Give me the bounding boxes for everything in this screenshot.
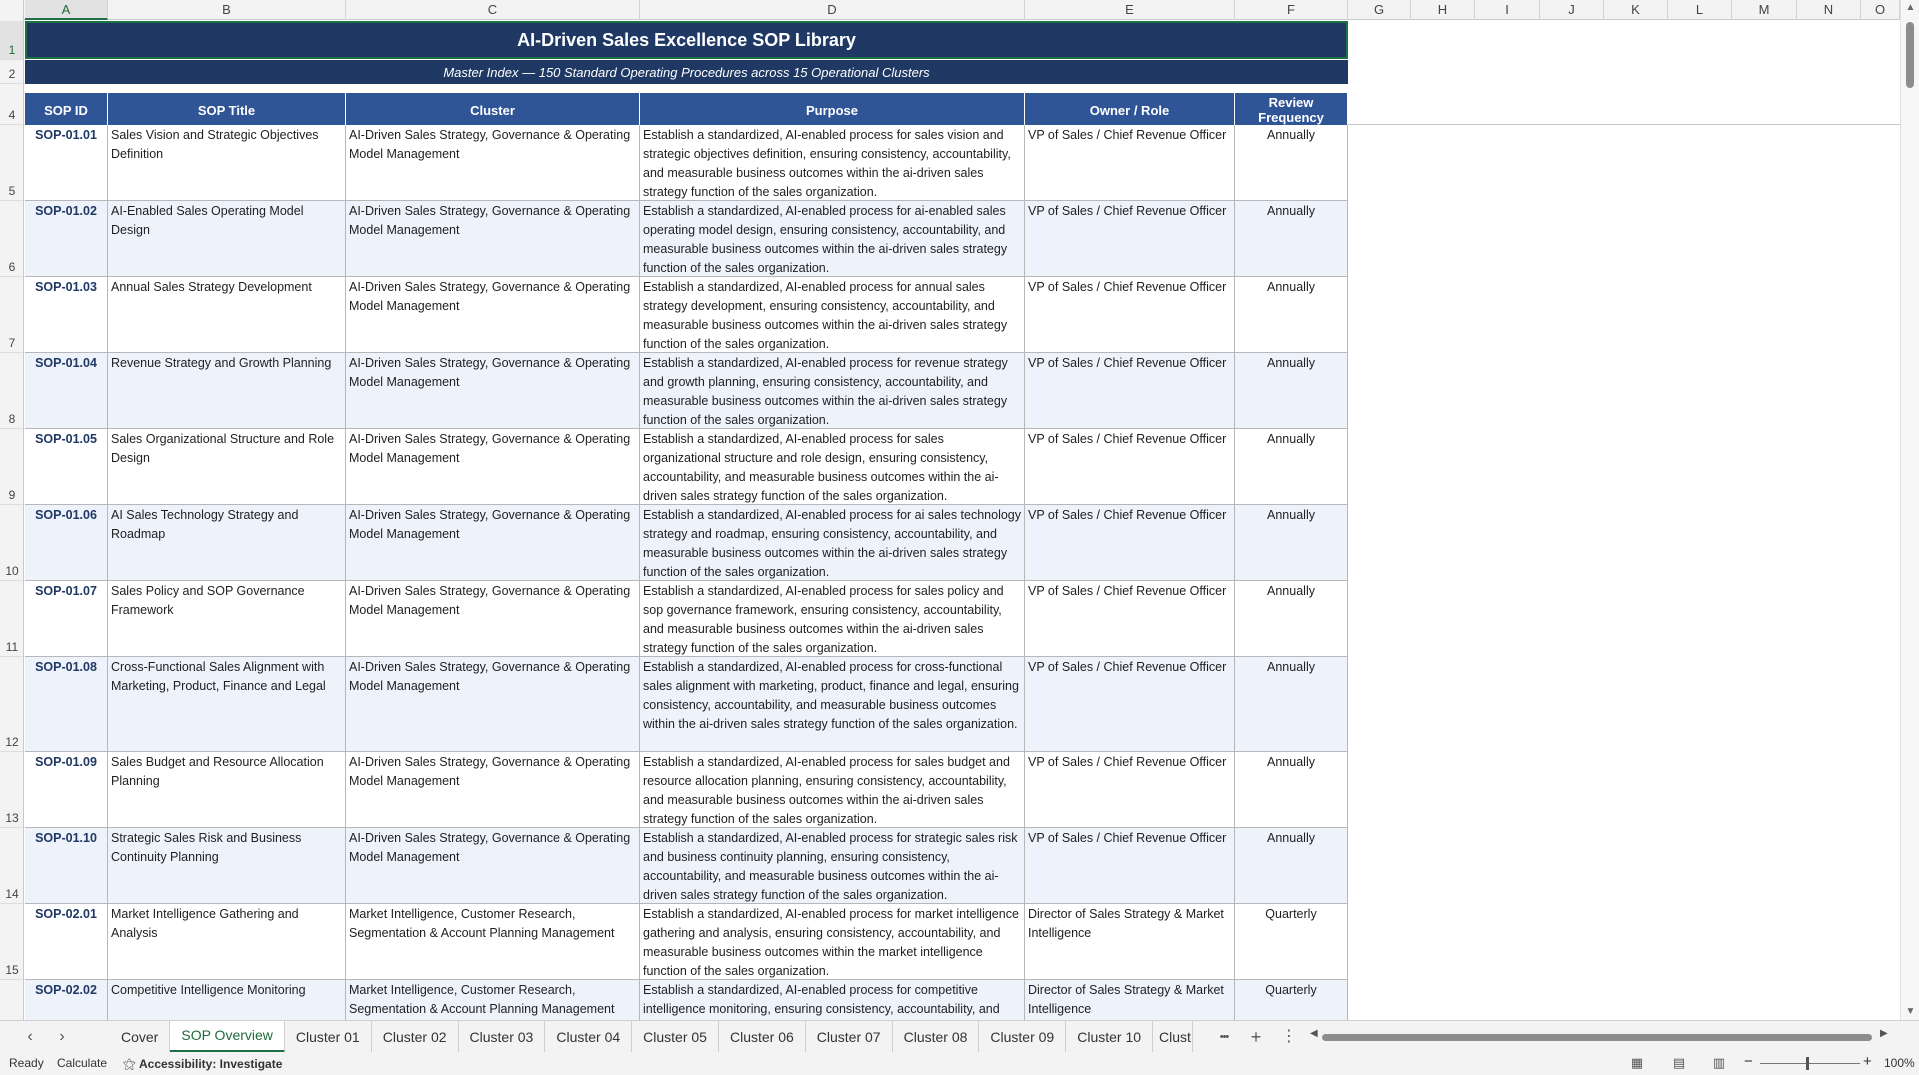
row-header-13[interactable]: 13 — [0, 752, 24, 828]
owner-cell[interactable]: VP of Sales / Chief Revenue Officer — [1025, 201, 1235, 276]
sheet-tab-cluster-03[interactable]: Cluster 03 — [459, 1021, 546, 1053]
calculate-button[interactable]: Calculate — [57, 1056, 108, 1070]
sop-title-cell[interactable]: Strategic Sales Risk and Business Continuity Planning — [108, 828, 346, 903]
sop-title-cell[interactable]: AI Sales Technology Strategy and Roadmap — [108, 505, 346, 580]
table-row — [25, 505, 1348, 581]
owner-cell[interactable]: VP of Sales / Chief Revenue Officer — [1025, 125, 1235, 200]
scroll-down-icon[interactable]: ▼ — [1905, 1006, 1916, 1017]
table-row — [25, 125, 1348, 201]
owner-cell[interactable]: VP of Sales / Chief Revenue Officer — [1025, 277, 1235, 352]
sop-id-cell[interactable]: SOP-01.10 — [25, 828, 108, 903]
header-cell[interactable]: Cluster — [346, 93, 640, 125]
sop-title-cell[interactable]: Market Intelligence Gathering and Analysis — [108, 904, 346, 979]
cluster-cell[interactable]: AI-Driven Sales Strategy, Governance & Operating Model Management — [346, 828, 640, 903]
accessibility-status[interactable] — [123, 1056, 282, 1072]
table-row — [25, 828, 1348, 904]
owner-cell[interactable]: VP of Sales / Chief Revenue Officer — [1025, 505, 1235, 580]
sop-id-cell[interactable]: SOP-02.01 — [25, 904, 108, 979]
table-row — [25, 904, 1348, 980]
review-frequency-cell[interactable]: Annually — [1235, 828, 1348, 903]
row-header-1[interactable]: 1 — [0, 21, 24, 60]
header-rule — [1348, 124, 1900, 125]
table-row — [25, 277, 1348, 353]
accessibility-label: Accessibility: Investigate — [138, 1057, 283, 1071]
header-cell[interactable]: Owner / Role — [1025, 93, 1235, 125]
review-frequency-cell[interactable]: Annually — [1235, 277, 1348, 352]
purpose-cell[interactable]: Establish a standardized, AI-enabled process for sales vision and strategic objectives definition, ensuring consistency, accountability, and measurable business outcomes within the ai-driven sales strategy function of the sales organization. — [640, 125, 1025, 200]
sheet-tab-cluster-04[interactable]: Cluster 04 — [545, 1021, 632, 1053]
column-header-bar — [0, 0, 1900, 20]
cluster-cell[interactable]: AI-Driven Sales Strategy, Governance & Operating Model Management — [346, 505, 640, 580]
review-frequency-cell[interactable]: Annually — [1235, 657, 1348, 751]
sop-title-cell[interactable]: Sales Vision and Strategic Objectives Definition — [108, 125, 346, 200]
page-break-view-icon[interactable]: ▥ — [1712, 1055, 1726, 1070]
column-header-i[interactable]: I — [1475, 0, 1540, 20]
sheet-tab-bar — [0, 1020, 1919, 1052]
sheet-tab-sop-overview[interactable]: SOP Overview — [170, 1021, 285, 1053]
sop-title-cell[interactable]: Sales Budget and Resource Allocation Planning — [108, 752, 346, 827]
sop-title-cell[interactable]: Sales Organizational Structure and Role Design — [108, 429, 346, 504]
cluster-cell[interactable]: AI-Driven Sales Strategy, Governance & Operating Model Management — [346, 752, 640, 827]
row-header-9[interactable]: 9 — [0, 429, 24, 505]
column-header-b[interactable]: B — [108, 0, 346, 20]
sheet-tab-cluster-05[interactable]: Cluster 05 — [632, 1021, 719, 1053]
owner-cell[interactable]: VP of Sales / Chief Revenue Officer — [1025, 828, 1235, 903]
sheet-tabs — [110, 1021, 1193, 1053]
review-frequency-cell[interactable]: Annually — [1235, 752, 1348, 827]
sop-id-cell[interactable]: SOP-01.03 — [25, 277, 108, 352]
sheet-tab-clust[interactable]: Clust — [1153, 1021, 1193, 1053]
purpose-cell[interactable]: Establish a standardized, AI-enabled process for ai sales technology strategy and roadmap, ensuring consistency, accountability, and measurable business outcomes within the ai-driven sales strategy function of the sales organization. — [640, 505, 1025, 580]
review-frequency-cell[interactable]: Annually — [1235, 201, 1348, 276]
header-cell[interactable]: Purpose — [640, 93, 1025, 125]
purpose-cell[interactable]: Establish a standardized, AI-enabled process for ai-enabled sales operating model design, ensuring consistency, accountability, and measurable business outcomes within the ai-driven sales strategy function of the sales organization. — [640, 201, 1025, 276]
cluster-cell[interactable]: AI-Driven Sales Strategy, Governance & Operating Model Management — [346, 125, 640, 200]
table-row — [25, 201, 1348, 277]
row-header-bar — [0, 20, 24, 1020]
add-sheet-icon[interactable]: + — [1250, 1027, 1262, 1047]
cluster-cell[interactable]: AI-Driven Sales Strategy, Governance & Operating Model Management — [346, 429, 640, 504]
row-header-4[interactable]: 4 — [0, 84, 24, 125]
review-frequency-cell[interactable]: Annually — [1235, 429, 1348, 504]
column-header-f[interactable]: F — [1235, 0, 1348, 20]
purpose-cell[interactable]: Establish a standardized, AI-enabled process for sales organizational structure and role design, ensuring consistency, accountability, and measurable business outcomes within the ai-driven sales strategy function of the sales organization. — [640, 429, 1025, 504]
scroll-right-icon[interactable]: ▶ — [1880, 1028, 1888, 1039]
sop-title-cell[interactable]: AI-Enabled Sales Operating Model Design — [108, 201, 346, 276]
sheet-tab-cluster-10[interactable]: Cluster 10 — [1066, 1021, 1153, 1053]
purpose-cell[interactable]: Establish a standardized, AI-enabled process for sales budget and resource allocation planning, ensuring consistency, accountability, and measurable business outcomes within the ai-driven sales strategy function of the sales organization. — [640, 752, 1025, 827]
horizontal-scrollbar[interactable] — [1310, 1028, 1890, 1043]
sop-id-cell[interactable]: SOP-01.06 — [25, 505, 108, 580]
column-header-o[interactable]: O — [1861, 0, 1900, 20]
header-cell[interactable]: SOP Title — [108, 93, 346, 125]
table-row — [25, 657, 1348, 752]
review-frequency-cell[interactable]: Annually — [1235, 125, 1348, 200]
zoom-slider[interactable] — [1760, 1063, 1860, 1064]
column-header-j[interactable]: J — [1540, 0, 1604, 20]
sop-title-cell[interactable]: Revenue Strategy and Growth Planning — [108, 353, 346, 428]
status-bar — [0, 1052, 1919, 1075]
row-header-12[interactable]: 12 — [0, 657, 24, 752]
sop-title-cell[interactable]: Competitive Intelligence Monitoring — [108, 980, 346, 1020]
purpose-cell[interactable]: Establish a standardized, AI-enabled process for strategic sales risk and business continuity planning, ensuring consistency, accountability, and measurable business outcomes within the ai-driven sales strategy function of the sales organization. — [640, 828, 1025, 903]
column-header-h[interactable]: H — [1411, 0, 1475, 20]
header-cell[interactable]: SOP ID — [25, 93, 108, 125]
owner-cell[interactable]: VP of Sales / Chief Revenue Officer — [1025, 657, 1235, 751]
sop-title-cell[interactable]: Annual Sales Strategy Development — [108, 277, 346, 352]
scroll-left-icon[interactable]: ◀ — [1310, 1028, 1318, 1039]
cluster-cell[interactable]: AI-Driven Sales Strategy, Governance & Operating Model Management — [346, 277, 640, 352]
table-row — [25, 353, 1348, 429]
column-header-l[interactable]: L — [1668, 0, 1732, 20]
purpose-cell[interactable]: Establish a standardized, AI-enabled process for sales policy and sop governance framework, ensuring consistency, accountability, and measurable business outcomes within the ai-driven sales strategy function of the sales organization. — [640, 581, 1025, 656]
sop-id-cell[interactable]: SOP-01.01 — [25, 125, 108, 200]
row-header-15[interactable]: 15 — [0, 904, 24, 980]
row-header-2[interactable]: 2 — [0, 60, 24, 84]
more-sheets-icon[interactable]: ••• — [1219, 1031, 1229, 1043]
cluster-cell[interactable]: AI-Driven Sales Strategy, Governance & Operating Model Management — [346, 657, 640, 751]
sop-title-cell[interactable]: Sales Policy and SOP Governance Framework — [108, 581, 346, 656]
accessibility-icon: ⚝ — [123, 1056, 136, 1071]
zoom-in-icon[interactable]: + — [1863, 1053, 1872, 1070]
worksheet-grid[interactable] — [25, 21, 1900, 1020]
sop-id-cell[interactable]: SOP-01.02 — [25, 201, 108, 276]
review-frequency-cell[interactable]: Annually — [1235, 581, 1348, 656]
row-header-8[interactable]: 8 — [0, 353, 24, 429]
cluster-cell[interactable]: Market Intelligence, Customer Research, Segmentation & Account Planning Management — [346, 980, 640, 1020]
column-header-a[interactable]: A — [25, 0, 108, 20]
row-header-14[interactable]: 14 — [0, 828, 24, 904]
cluster-cell[interactable]: AI-Driven Sales Strategy, Governance & Operating Model Management — [346, 353, 640, 428]
next-sheet-icon[interactable]: › — [59, 1028, 65, 1045]
header-cell[interactable]: Review Frequency — [1235, 93, 1348, 125]
sheet-tab-cluster-01[interactable]: Cluster 01 — [285, 1021, 372, 1053]
purpose-cell[interactable]: Establish a standardized, AI-enabled process for revenue strategy and growth planning, ensuring consistency, accountability, and measurable business outcomes within the ai-driven sales strategy function of the sales organization. — [640, 353, 1025, 428]
sheet-options-icon[interactable]: ⋮ — [1281, 1028, 1297, 1045]
spacer-row — [25, 84, 1348, 93]
column-header-k[interactable]: K — [1604, 0, 1668, 20]
owner-cell[interactable]: VP of Sales / Chief Revenue Officer — [1025, 752, 1235, 827]
prev-sheet-icon[interactable]: ‹ — [27, 1028, 33, 1045]
column-header-d[interactable]: D — [640, 0, 1025, 20]
table-row — [25, 429, 1348, 505]
page-layout-view-icon[interactable]: ▤ — [1672, 1055, 1686, 1070]
column-header-g[interactable]: G — [1348, 0, 1411, 20]
cluster-cell[interactable]: Market Intelligence, Customer Research, Segmentation & Account Planning Management — [346, 904, 640, 979]
cluster-cell[interactable]: AI-Driven Sales Strategy, Governance & Operating Model Management — [346, 201, 640, 276]
normal-view-icon[interactable]: ▦ — [1630, 1055, 1644, 1070]
review-frequency-cell[interactable]: Annually — [1235, 505, 1348, 580]
status-ready: Ready — [9, 1056, 44, 1070]
cluster-cell[interactable]: AI-Driven Sales Strategy, Governance & Operating Model Management — [346, 581, 640, 656]
owner-cell[interactable]: VP of Sales / Chief Revenue Officer — [1025, 353, 1235, 428]
purpose-cell[interactable]: Establish a standardized, AI-enabled process for annual sales strategy development, ensuring consistency, accountability, and measurable business outcomes within the ai-driven sales strategy function of the sales organization. — [640, 277, 1025, 352]
sheet-tab-cluster-02[interactable]: Cluster 02 — [372, 1021, 459, 1053]
sop-table-body — [25, 125, 1348, 1020]
vertical-scroll-thumb[interactable] — [1906, 22, 1914, 88]
sheet-tab-cluster-09[interactable]: Cluster 09 — [979, 1021, 1066, 1053]
owner-cell[interactable]: VP of Sales / Chief Revenue Officer — [1025, 429, 1235, 504]
review-frequency-cell[interactable]: Annually — [1235, 353, 1348, 428]
scroll-up-icon[interactable]: ▲ — [1905, 2, 1916, 13]
owner-cell[interactable]: Director of Sales Strategy & Market Intelligence — [1025, 904, 1235, 979]
sop-title-cell[interactable]: Cross-Functional Sales Alignment with Marketing, Product, Finance and Legal — [108, 657, 346, 751]
row-header-11[interactable]: 11 — [0, 581, 24, 657]
column-header-m[interactable]: M — [1732, 0, 1797, 20]
zoom-level[interactable]: 100% — [1884, 1056, 1915, 1070]
row-header-10[interactable]: 10 — [0, 505, 24, 581]
table-row — [25, 581, 1348, 657]
row-header-5[interactable]: 5 — [0, 125, 24, 201]
sheet-tab-cluster-08[interactable]: Cluster 08 — [893, 1021, 980, 1053]
zoom-out-icon[interactable]: − — [1744, 1053, 1753, 1070]
sheet-subtitle-cell[interactable]: Master Index — 150 Standard Operating Procedures across 15 Operational Clusters — [25, 60, 1348, 84]
purpose-cell[interactable]: Establish a standardized, AI-enabled process for market intelligence gathering and analysis, ensuring consistency, accountability, and measurable business outcomes within the market intelligence function of the sales organization. — [640, 904, 1025, 979]
sop-id-cell[interactable]: SOP-01.05 — [25, 429, 108, 504]
sheet-tab-cluster-07[interactable]: Cluster 07 — [806, 1021, 893, 1053]
review-frequency-cell[interactable]: Quarterly — [1235, 980, 1348, 1020]
purpose-cell[interactable]: Establish a standardized, AI-enabled process for cross-functional sales alignment with marketing, product, finance and legal, ensuring consistency, accountability, and measurable business outcomes within the ai-driven sales strategy function of the sales organization. — [640, 657, 1025, 751]
sheet-title-cell[interactable]: AI-Driven Sales Excellence SOP Library — [25, 21, 1348, 59]
row-header-7[interactable]: 7 — [0, 277, 24, 353]
purpose-cell[interactable]: Establish a standardized, AI-enabled process for competitive intelligence monitoring, ensuring consistency, accountability, and — [640, 980, 1025, 1020]
select-all-corner[interactable] — [0, 0, 24, 20]
sheet-tab-cover[interactable]: Cover — [110, 1021, 170, 1053]
owner-cell[interactable]: VP of Sales / Chief Revenue Officer — [1025, 581, 1235, 656]
sop-id-cell[interactable]: SOP-01.08 — [25, 657, 108, 751]
sop-id-cell[interactable]: SOP-01.07 — [25, 581, 108, 656]
row-header-6[interactable]: 6 — [0, 201, 24, 277]
sheet-tab-cluster-06[interactable]: Cluster 06 — [719, 1021, 806, 1053]
sop-id-cell[interactable]: SOP-02.02 — [25, 980, 108, 1020]
table-header-row — [25, 93, 1348, 125]
column-header-n[interactable]: N — [1797, 0, 1861, 20]
owner-cell[interactable]: Director of Sales Strategy & Market Intelligence — [1025, 980, 1235, 1020]
table-row — [25, 752, 1348, 828]
vertical-scrollbar[interactable] — [1900, 0, 1919, 1020]
zoom-slider-thumb[interactable] — [1806, 1057, 1809, 1070]
review-frequency-cell[interactable]: Quarterly — [1235, 904, 1348, 979]
column-header-e[interactable]: E — [1025, 0, 1235, 20]
horizontal-scroll-thumb[interactable] — [1322, 1034, 1872, 1041]
table-row — [25, 980, 1348, 1020]
sop-id-cell[interactable]: SOP-01.09 — [25, 752, 108, 827]
column-header-c[interactable]: C — [346, 0, 640, 20]
sop-id-cell[interactable]: SOP-01.04 — [25, 353, 108, 428]
